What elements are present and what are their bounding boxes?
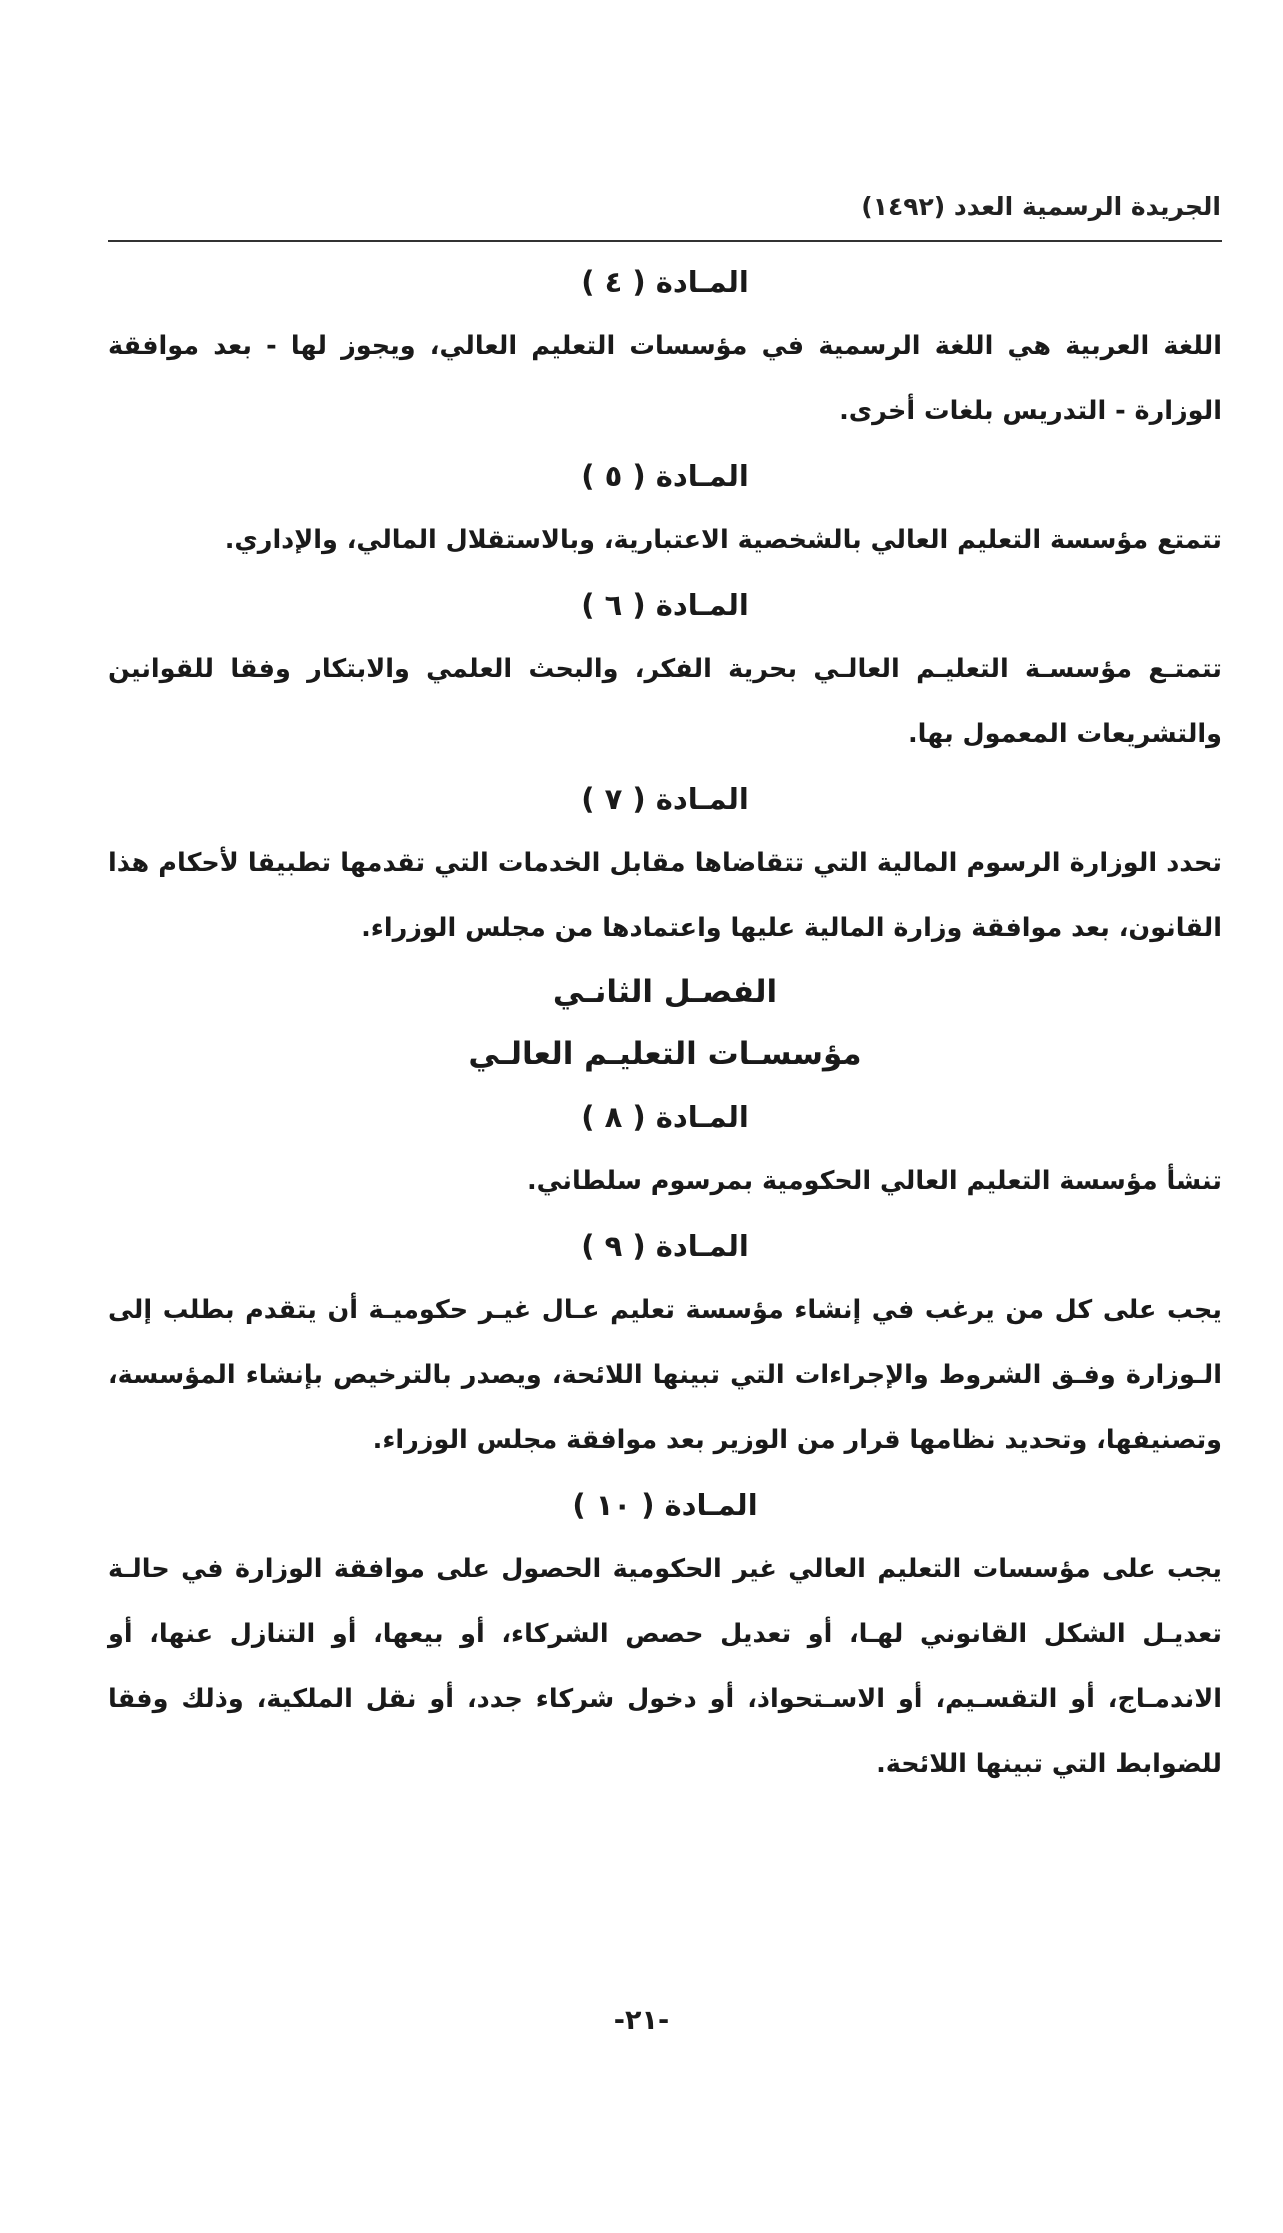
page-number: -٢١- — [613, 2005, 670, 2036]
article-5-text: تتمتع مؤسسة التعليم العالي بالشخصية الاعتبارية، وبالاستقلال المالي، والإداري. — [224, 525, 1222, 555]
article-5-heading: المـادة ( ٥ ) — [581, 459, 749, 493]
article-8-text: تنشأ مؤسسة التعليم العالي الحكومية بمرسوم سلطاني. — [526, 1166, 1222, 1196]
page-header-title: الجريدة الرسمية العدد (١٤٩٢) — [861, 192, 1221, 221]
article-9-text: يجب على كل من يرغب في إنشاء مؤسسة تعليم عـال غيـر حكوميـة أن يتقدم بطلب إلى الـوزارة وفـق الشروط والإجراءات التي تبينها اللائحة، ويصدر بالترخيص بإنشاء المؤسسة، وتصنيفها، وتحديد نظامها قرار من الوزير بعد موافقة مجلس الوزراء. — [108, 1295, 1222, 1455]
article-7-heading: المـادة ( ٧ ) — [581, 782, 749, 816]
article-8-heading: المـادة ( ٨ ) — [581, 1100, 749, 1134]
article-10-heading: المـادة ( ١٠ ) — [572, 1488, 758, 1522]
article-4-heading: المـادة ( ٤ ) — [581, 265, 749, 299]
article-7-text: تحدد الوزارة الرسوم المالية التي تتقاضاها مقابل الخدمات التي تقدمها تطبيقا لأحكام هذا القانون، بعد موافقة وزارة المالية عليها واعتمادها من مجلس الوزراء. — [108, 848, 1222, 943]
chapter-subtitle: مؤسسـات التعليـم العالـي — [468, 1036, 862, 1072]
article-6-text: تتمتـع مؤسسـة التعليـم العالـي بحرية الفكر، والبحث العلمي والابتكار وفقا للقوانين والتشريعات المعمول بها. — [108, 654, 1222, 749]
article-9-heading: المـادة ( ٩ ) — [581, 1229, 749, 1263]
chapter-title: الفصـل الثانـي — [552, 974, 778, 1010]
document-body — [108, 250, 1222, 1797]
article-10-text: يجب على مؤسسات التعليم العالي غير الحكومية الحصول على موافقة الوزارة في حالـة تعديـل الشكل القانوني لهـا، أو تعديل حصص الشركاء، أو بيعها، أو التنازل عنها، أو الاندمـاج، أو التقسـيم، أو الاسـتحواذ، أو دخول شركاء جدد، أو نقل الملكية، وذلك وفقا للضوابط التي تبينها اللائحة. — [108, 1554, 1222, 1779]
article-6-heading: المـادة ( ٦ ) — [581, 588, 749, 622]
header-divider — [108, 240, 1222, 242]
article-4-text: اللغة العربية هي اللغة الرسمية في مؤسسات التعليم العالي، ويجوز لها - بعد موافقة الوزارة - التدريس بلغات أخرى. — [108, 331, 1222, 426]
